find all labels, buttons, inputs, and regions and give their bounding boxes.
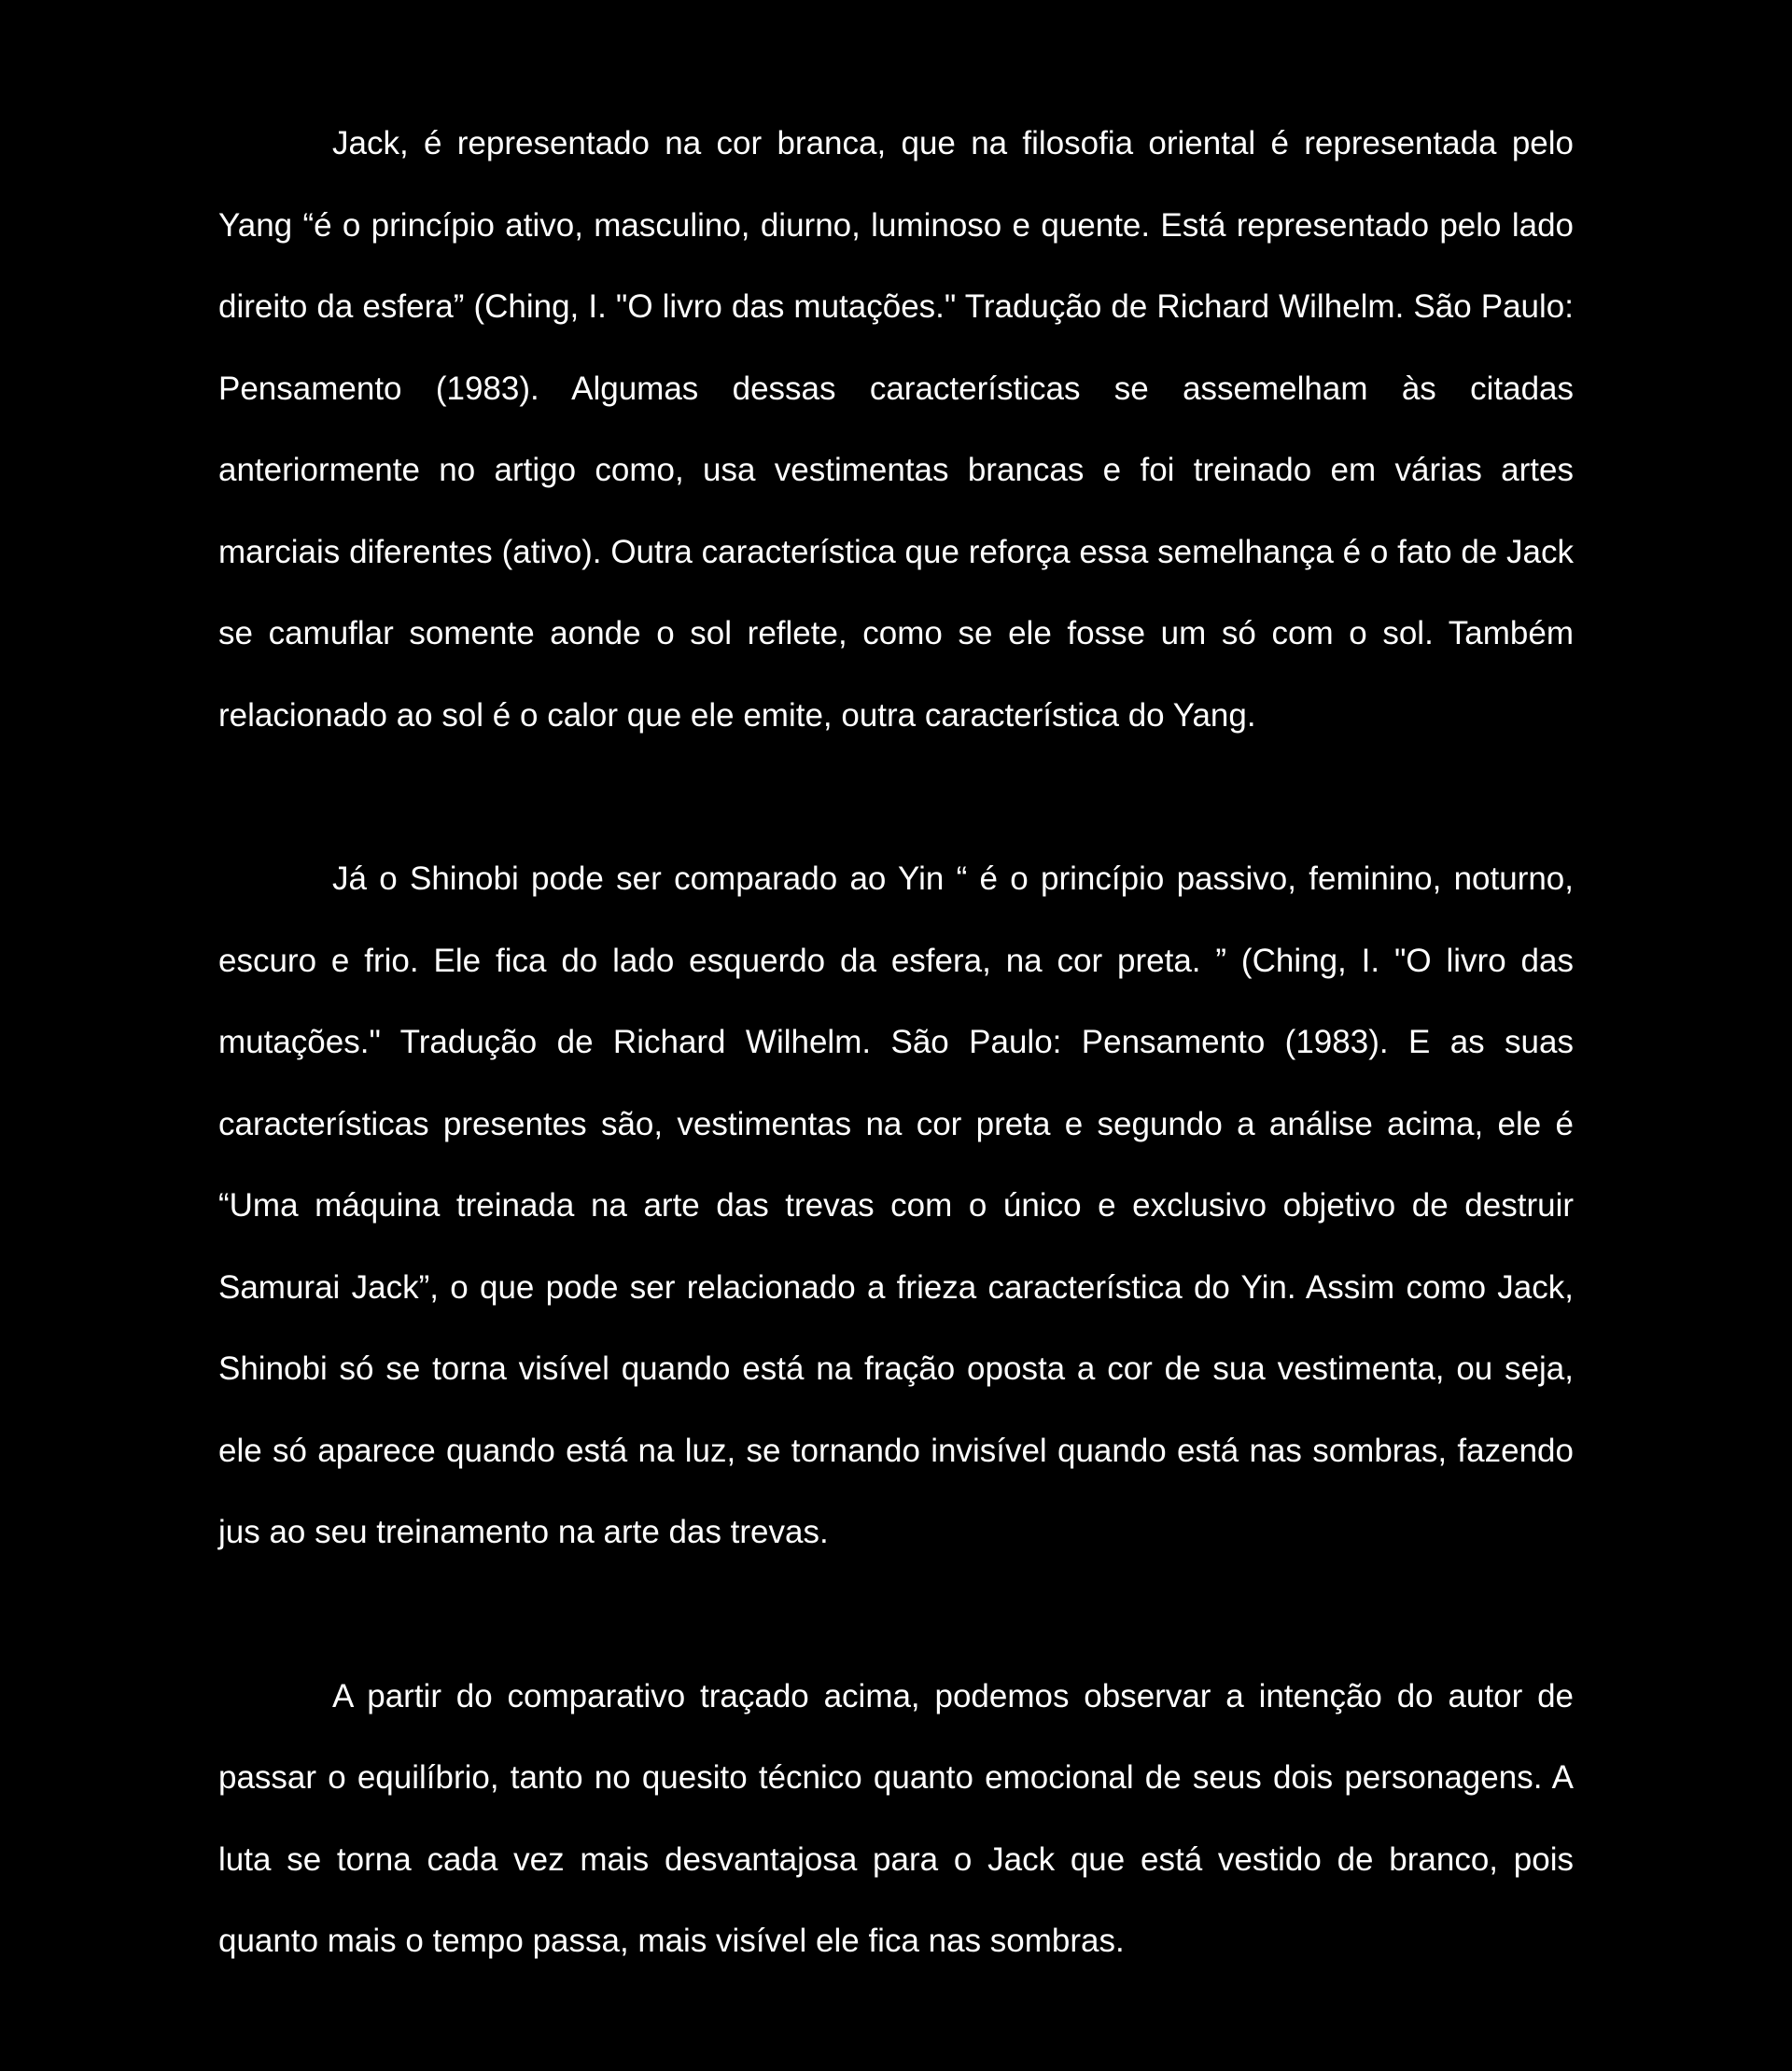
paragraph-conclusion: A partir do comparativo traçado acima, podemos observar a intenção do autor de passar o equilíbrio, tanto no quesito técnico quanto emocional de seus dois personagens. A luta se torna cada vez mais desvantajosa para o Jack que está vestido de branco, pois quanto mais o tempo passa, mais visível ele fica nas sombras. <box>218 1677 1574 1959</box>
document-page <box>218 103 1574 1982</box>
paragraph-jack-yang: Jack, é representado na cor branca, que na filosofia oriental é representada pelo Yang “é o princípio ativo, masculino, diurno, luminoso e quente. Está representado pelo lado direito da esfera” (Ching, I. "O livro das mutações." Tradução de Richard Wilhelm. São Paulo: Pensamento (1983). Algumas dessas características se assemelham às citadas anteriormente no artigo como, usa vestimentas brancas e foi treinado em várias artes marciais diferentes (ativo). Outra característica que reforça essa semelhança é o fato de Jack se camuflar somente aonde o sol reflete, como se ele fosse um só com o sol. Também relacionado ao sol é o calor que ele emite, outra característica do Yang. <box>218 125 1574 734</box>
paragraph-shinobi-yin: Já o Shinobi pode ser comparado ao Yin “ é o princípio passivo, feminino, noturno, escuro e frio. Ele fica do lado esquerdo da esfera, na cor preta. ” (Ching, I. "O livro das mutações." Tradução de Richard Wilhelm. São Paulo: Pensamento (1983). E as suas características presentes são, vestimentas na cor preta e segundo a análise acima, ele é “Uma máquina treinada na arte das trevas com o único e exclusivo objetivo de destruir Samurai Jack”, o que pode ser relacionado a frieza característica do Yin. Assim como Jack, Shinobi só se torna visível quando está na fração oposta a cor de sua vestimenta, ou seja, ele só aparece quando está na luz, se tornando invisível quando está nas sombras, fazendo jus ao seu treinamento na arte das trevas. <box>218 861 1574 1550</box>
